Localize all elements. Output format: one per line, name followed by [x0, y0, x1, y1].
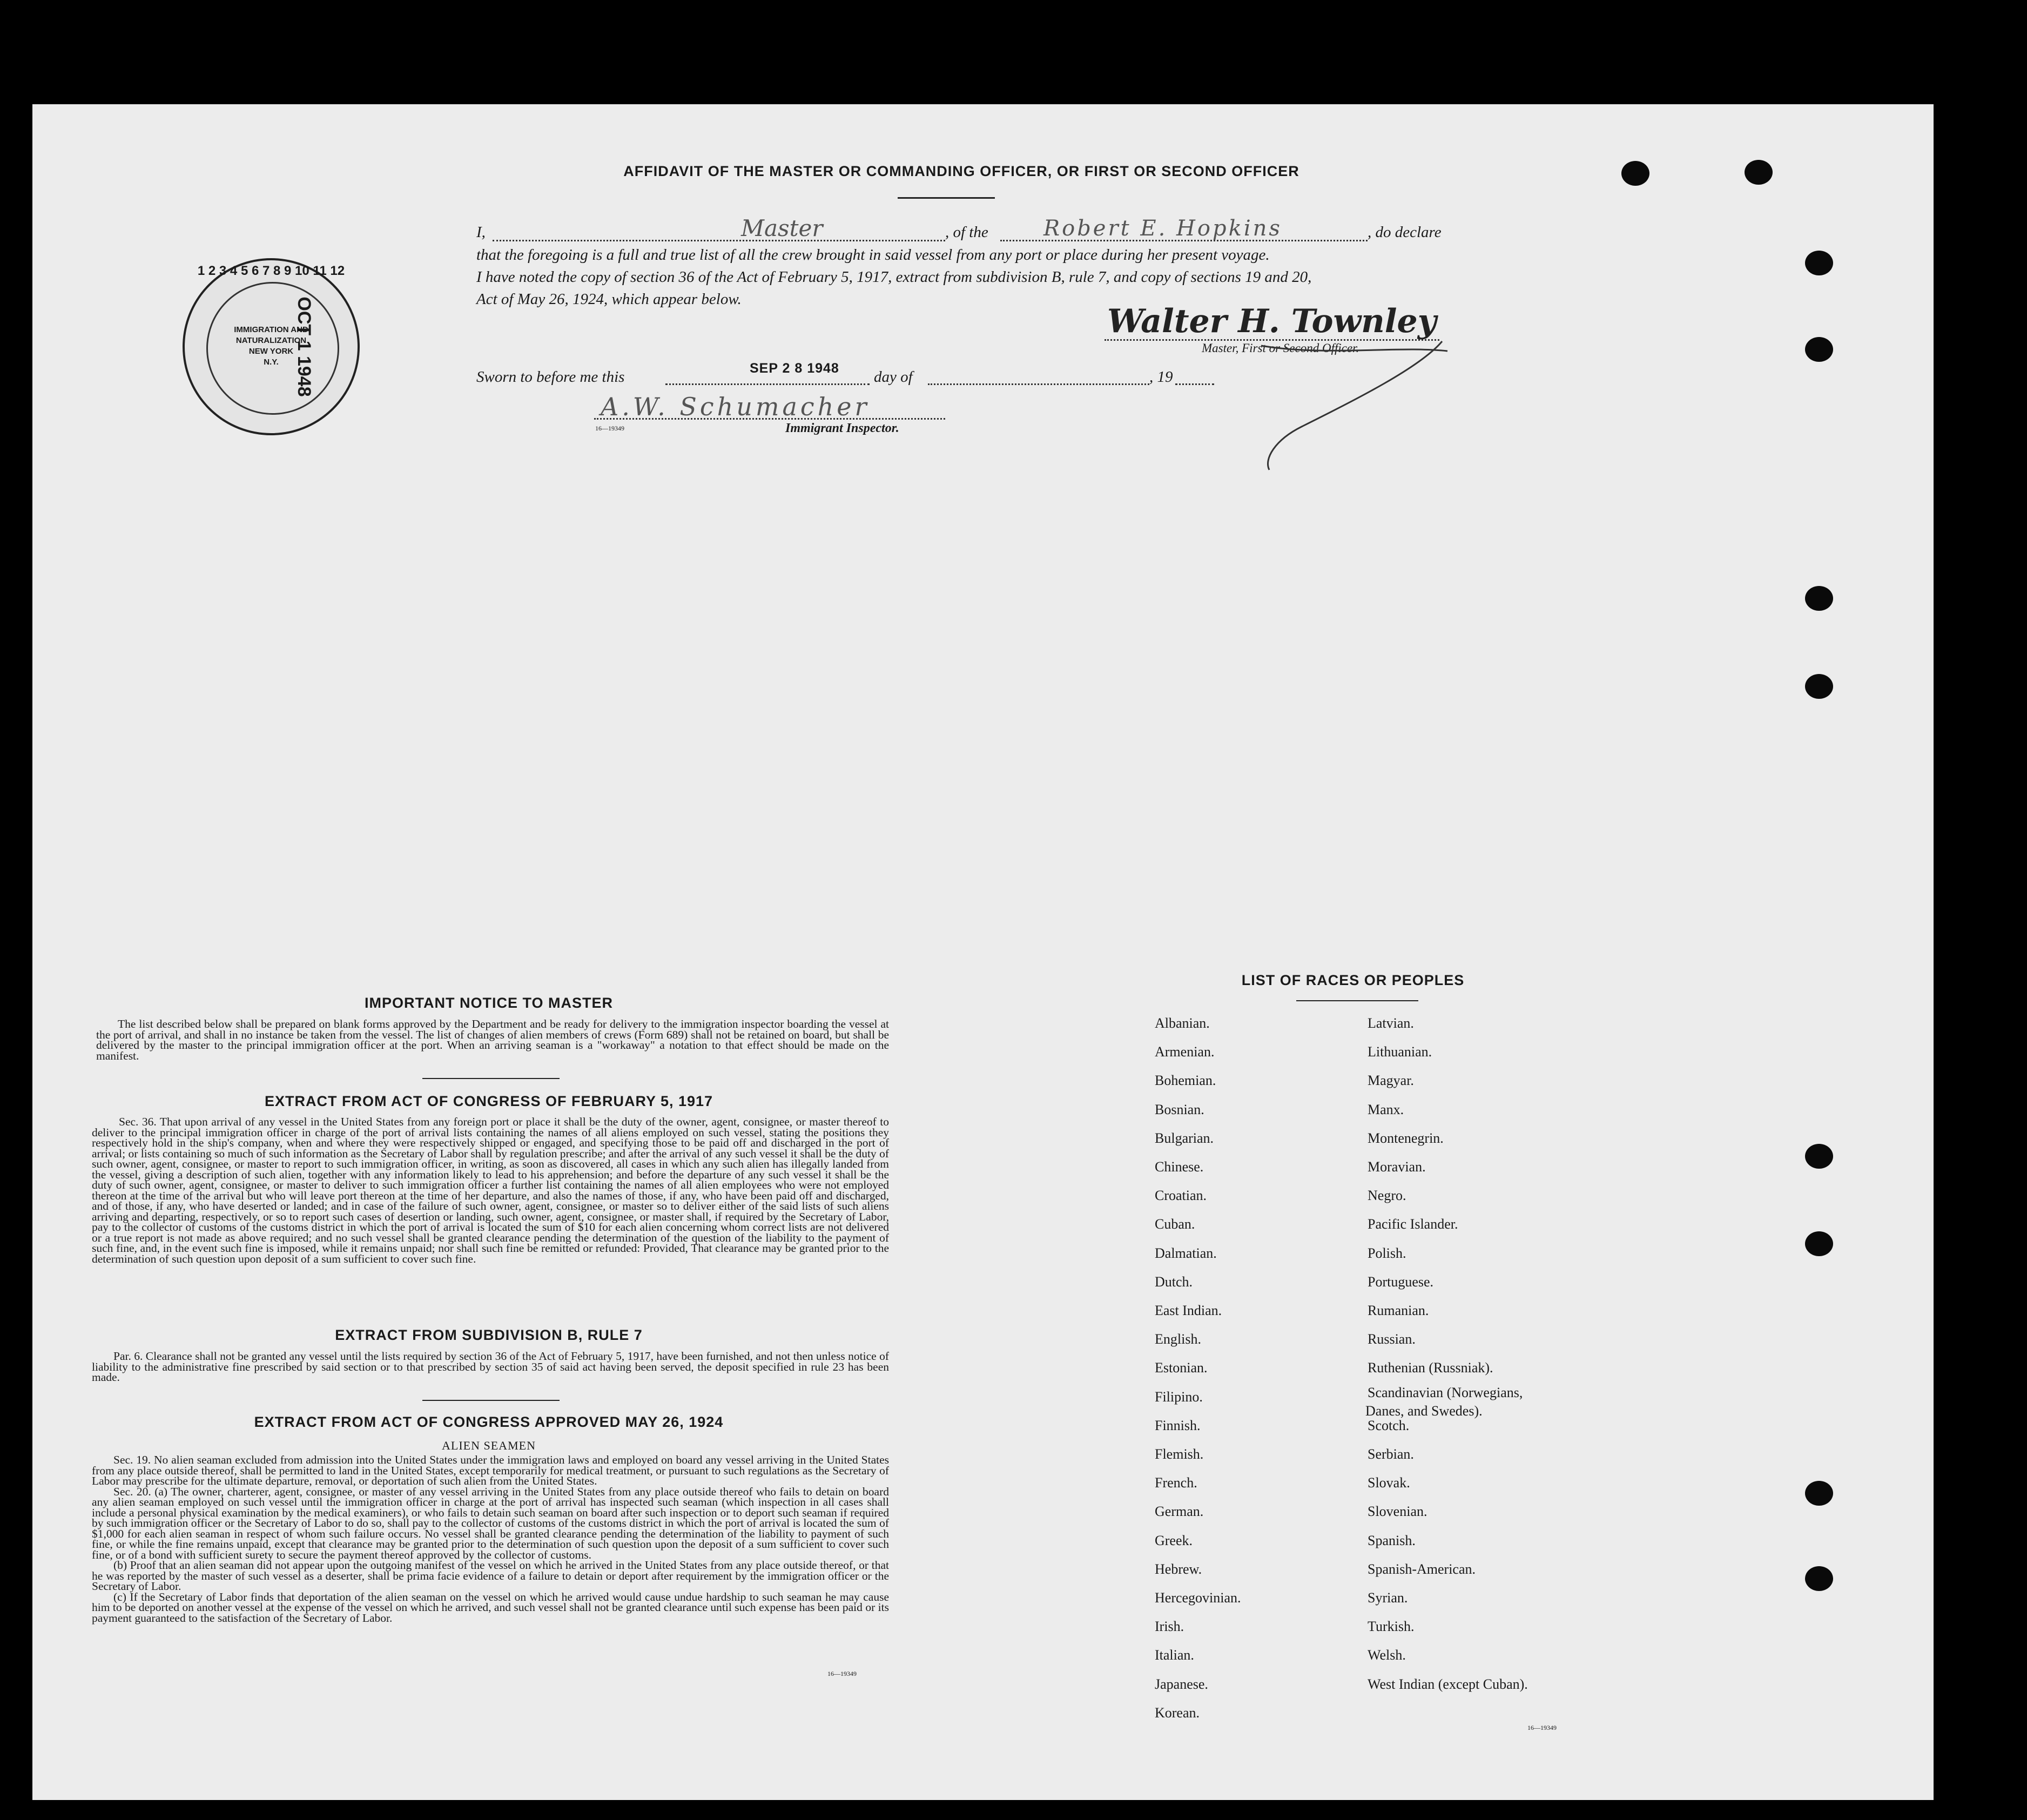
- extract3-sec19: Sec. 19. No alien seaman excluded from admission into the United States under the immigration laws and employed on board any vessel arriving in the United States from any place outside thereof, shall be permitted to land in the United States, except temporarily for medical treatment, or pursuant to such regulations as the Secretary of Labor may prescribe for the ultimate departure, removal, or deportation of such alien from the United States.: [92, 1453, 889, 1487]
- affidavit-line-4: Act of May 26, 1924, which appear below.: [476, 291, 742, 308]
- race-item: Greek.: [1155, 1532, 1193, 1548]
- notice-divider: [422, 1078, 560, 1079]
- races-divider: [1296, 1000, 1418, 1001]
- extract2-divider: [422, 1400, 560, 1401]
- race-item: Albanian.: [1155, 1015, 1210, 1031]
- race-item: Hebrew.: [1155, 1561, 1202, 1577]
- punch-hole: [1621, 161, 1649, 186]
- race-item: Slovak.: [1368, 1475, 1410, 1491]
- extract2-body-text: Par. 6. Clearance shall not be granted any vessel until the lists required by section 36 of the Act of February 5, 1917, have been furnished, and not then unless notice of liability to the administrative fine prescribed by said section or to that prescribed by section 35 of said act having been served, the deposit specified in rule 23 has been made.: [92, 1350, 889, 1384]
- year-prefix: , 19: [1149, 368, 1173, 386]
- extract1-title: EXTRACT FROM ACT OF CONGRESS OF FEBRUARY 5, 1917: [264, 1093, 713, 1109]
- race-item: Polish.: [1368, 1245, 1406, 1261]
- affidavit-title: AFFIDAVIT OF THE MASTER OR COMMANDING OFFICER, OR FIRST OR SECOND OFFICER: [623, 163, 1299, 179]
- title-divider: [898, 197, 995, 199]
- i-label: I,: [476, 224, 486, 241]
- race-item: Pacific Islander.: [1368, 1216, 1458, 1232]
- stamp-ring-numbers: 1 2 3 4 5 6 7 8 9 10 11 12: [197, 264, 345, 278]
- race-item: Welsh.: [1368, 1647, 1406, 1663]
- extract2-body: [92, 1351, 889, 1383]
- race-item: Cuban.: [1155, 1216, 1195, 1232]
- race-item: Finnish.: [1155, 1417, 1201, 1433]
- race-item: Irish.: [1155, 1619, 1184, 1635]
- race-item: Filipino.: [1155, 1388, 1203, 1405]
- race-item: Montenegrin.: [1368, 1130, 1444, 1146]
- master-signature-caption: Master, First or Second Officer.: [1202, 341, 1359, 355]
- punch-hole: [1805, 586, 1833, 611]
- punch-hole: [1805, 1231, 1833, 1256]
- notice-body: [96, 1019, 889, 1061]
- race-item: Croatian.: [1155, 1188, 1207, 1204]
- extract3-subtitle: ALIEN SEAMEN: [442, 1439, 536, 1452]
- stamp-line-3: NATURALIZATION: [235, 336, 307, 345]
- race-item: Magyar.: [1368, 1073, 1414, 1089]
- race-item: Ruthenian (Russniak).: [1368, 1360, 1493, 1376]
- race-item: Moravian.: [1368, 1159, 1426, 1175]
- of-the-label: , of the: [945, 224, 988, 241]
- affidavit-line-2: that the foregoing is a full and true list of all the crew brought in said vessel from any port or place during her present voyage.: [476, 246, 1270, 264]
- race-item: Serbian.: [1368, 1446, 1414, 1462]
- rank-handwritten: Master: [741, 215, 823, 241]
- inspector-caption: Immigrant Inspector.: [785, 421, 899, 435]
- notice-form-number: 16—19349: [827, 1670, 857, 1677]
- race-item: Dalmatian.: [1155, 1245, 1217, 1261]
- race-item: French.: [1155, 1475, 1197, 1491]
- affidavit-form-number: 16—19349: [595, 424, 624, 432]
- master-signature: Walter H. Townley: [1107, 302, 1437, 340]
- race-item: Slovenian.: [1368, 1504, 1427, 1520]
- year-field-line: [1175, 383, 1214, 385]
- stamp-line-4: NEW YORK: [248, 347, 294, 356]
- affidavit-line-3: I have noted the copy of section 36 of the Act of February 5, 1917, extract from subdivision B, rule 7, and copy of sections 19 and 20,: [476, 268, 1312, 286]
- rank-field-line: [493, 240, 945, 241]
- race-item: Latvian.: [1368, 1015, 1414, 1031]
- races-title: LIST OF RACES OR PEOPLES: [1241, 972, 1465, 988]
- race-item: German.: [1155, 1504, 1204, 1520]
- race-item: Armenian.: [1155, 1044, 1215, 1060]
- race-item: Scotch.: [1368, 1417, 1410, 1433]
- punch-hole: [1805, 1481, 1833, 1506]
- notice-title: IMPORTANT NOTICE TO MASTER: [365, 995, 613, 1011]
- month-field-line: [928, 383, 1149, 385]
- race-item: Japanese.: [1155, 1676, 1208, 1692]
- race-item: Negro.: [1368, 1188, 1406, 1204]
- race-item: Chinese.: [1155, 1159, 1204, 1175]
- day-of-label: day of: [874, 368, 913, 386]
- stamp-date: OCT 1 1948: [294, 296, 314, 397]
- race-item: Turkish.: [1368, 1619, 1415, 1635]
- stamp-line-2: IMMIGRATION AND: [234, 325, 308, 334]
- race-item: Italian.: [1155, 1647, 1194, 1663]
- punch-hole: [1805, 674, 1833, 699]
- race-item: East Indian.: [1155, 1303, 1222, 1318]
- sworn-label: Sworn to before me this: [476, 368, 625, 386]
- race-item: Korean.: [1155, 1704, 1200, 1721]
- extract1-body-text: Sec. 36. That upon arrival of any vessel in the United States from any foreign port or place it shall be the duty of the owner, agent, consignee, or master thereof to deliver to the principal immigration officer in charge of the port of arrival lists containing the names of all aliens employed on such vessel, stating the positions they respectively hold in the ship's company, when and where they were respectively shipped or engaged, and specifying those to be paid off and discharged in the port of arrival; or lists containing so much of such information as the Secretary of Labor shall by regulation prescribe; and after the arrival of any such vessel it shall be the duty of such owner, agent, consignee, or master to report to such immigration officer, in writing, as soon as discovered, all cases in which any such alien has illegally landed from the vessel, giving a description of such alien, together with any information likely to lead to his apprehension; and before the departure of any such vessel it shall be the duty of such owner, agent, consignee, or master to deliver to such immigration officer a further list containing the names of all alien employees who were not employed thereon at the time of the arrival but who will leave port thereon at the time of her departure, and also the names of those, if any, who have been paid off and discharged, and of those, if any, who have deserted or landed; and in case of the failure of such owner, agent, consignee, or master so to deliver either of the said lists of such aliens arriving and departing, respectively, or so to report such cases of desertion or landing, such owner, agent, consignee, or master shall, if required by the Secretary of Labor, pay to the collector of customs of the customs district in which the port of arrival is located the sum of $10 for each alien concerning whom correct lists are not delivered or a true report is not made as above required; and no such vessel shall be granted clearance pending the determination of the question of the liability to the payment of such fine, and, in the event such fine is imposed, while it remains unpaid; nor shall such fine be remitted or refunded: Provided, That clearance may be granted prior to the determination of such question upon deposit of a sum sufficient to cover such fine.: [92, 1115, 889, 1265]
- punch-hole: [1745, 160, 1773, 185]
- extract3-body: [92, 1455, 889, 1623]
- signature-flourish: [1258, 335, 1453, 481]
- race-item: English.: [1155, 1331, 1201, 1347]
- stamp-line-5: N.Y.: [264, 358, 279, 367]
- extract3-sec20b: (b) Proof that an alien seaman did not appear upon the outgoing manifest of the vessel on which he arrived in the United States from any place outside thereof, or that he was reported by the master of such vessel as a deserter, shall be prima facie evidence of a failure to detain or deport after requirement by the immigration officer or the Secretary of Labor.: [92, 1559, 889, 1593]
- race-item: Syrian.: [1368, 1590, 1408, 1606]
- race-item: Manx.: [1368, 1101, 1404, 1117]
- extract3-title: EXTRACT FROM ACT OF CONGRESS APPROVED MAY 26, 1924: [254, 1414, 724, 1430]
- race-item: Flemish.: [1155, 1446, 1204, 1462]
- extract3-sec20c: (c) If the Secretary of Labor finds that deportation of the alien seaman on the vessel on which he arrived would cause undue hardship to such seaman he may cause him to be deported on another vessel at the expense of the vessel on which he arrived, and such vessel shall not be granted clearance until such expense has been paid or its payment guaranteed to the satisfaction of the Secretary of Labor.: [92, 1590, 889, 1624]
- race-item: Portuguese.: [1368, 1273, 1434, 1290]
- race-item: West Indian (except Cuban).: [1368, 1676, 1528, 1692]
- extract3-sec20a: Sec. 20. (a) The owner, charterer, agent, consignee, or master of any vessel arriving in the United States from any place outside thereof who fails to detain on board any alien seaman employed on such vessel until the immigration officer in charge at the port of arrival has inspected such seaman (which inspection in all cases shall include a personal physical examination by the medical examiners), or who fails to detain such seaman on board after such inspection or to deport such seaman if required by such immigration officer or the Secretary of Labor to do so, shall pay to the collector of customs of the customs district in which the port of arrival is located the sum of $1,000 for each alien seaman in respect of whom such failure occurs. No vessel shall be granted clearance pending the determination of the liability to payment of such fine, or while the fine remains unpaid, except that clearance may be granted prior to the determination of such question upon the deposit of a sum sufficient to cover such fine, or of a bond with sufficient surety to secure the payment thereof approved by the collector of customs.: [92, 1485, 889, 1561]
- race-item: Spanish-American.: [1368, 1561, 1476, 1577]
- vessel-handwritten: Robert E. Hopkins: [1043, 216, 1282, 241]
- extract1-body: [92, 1117, 889, 1264]
- punch-hole: [1805, 251, 1833, 275]
- race-item: Bosnian.: [1155, 1101, 1204, 1117]
- extract2-title: EXTRACT FROM SUBDIVISION B, RULE 7: [335, 1327, 643, 1343]
- race-item: Danes, and Swedes).: [1365, 1403, 1483, 1419]
- race-item: Lithuanian.: [1368, 1044, 1432, 1060]
- race-item: Bohemian.: [1155, 1073, 1216, 1089]
- sworn-date-line: [665, 383, 870, 385]
- immigration-stamp: [183, 258, 360, 435]
- notice-body-text: The list described below shall be prepared on blank forms approved by the Department and be ready for delivery to the immigration inspector boarding the vessel at the port of arrival, and shall in no instance be taken from the vessel. The list of changes of alien members of crews (Form 689) shall not be retained on board, but shall be delivered by the master to the principal immigration officer at the port. When an arriving seaman is a "workaway" a notation to that effect should be made on the manifest.: [96, 1017, 889, 1062]
- inspector-signature: A.W. Schumacher: [601, 392, 870, 421]
- race-item: Dutch.: [1155, 1273, 1193, 1290]
- race-item: Hercegovinian.: [1155, 1590, 1241, 1606]
- do-declare-label: , do declare: [1368, 224, 1442, 241]
- races-form-number: 16—19349: [1527, 1724, 1557, 1731]
- punch-hole: [1805, 337, 1833, 362]
- punch-hole: [1805, 1144, 1833, 1169]
- punch-hole: [1805, 1566, 1833, 1591]
- race-item: Estonian.: [1155, 1360, 1208, 1376]
- race-item: Russian.: [1368, 1331, 1416, 1347]
- sworn-date-stamp: SEP 2 8 1948: [750, 361, 839, 376]
- race-item: Bulgarian.: [1155, 1130, 1214, 1146]
- race-item: Spanish.: [1368, 1532, 1416, 1548]
- race-item: Rumanian.: [1368, 1303, 1429, 1318]
- race-item: Scandinavian (Norwegians,: [1368, 1384, 1523, 1400]
